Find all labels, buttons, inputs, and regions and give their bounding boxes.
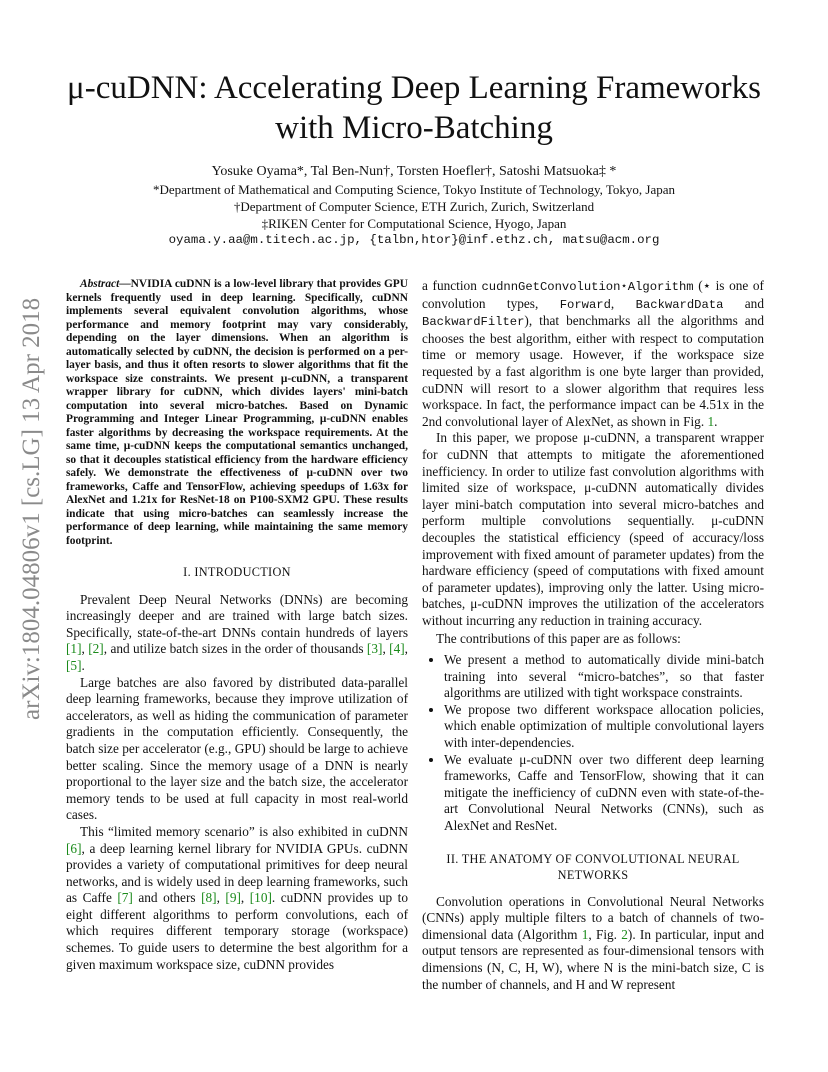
author-emails: oyama.y.aa@m.titech.ac.jp, {talbn,htor}@inf.ethz.ch, matsu@acm.org (168, 233, 660, 247)
text: , (610, 295, 636, 311)
list-item: • We propose two different workspace allocation policies, which enable optimization of multiple convolutional layers with inter-dependencies. (444, 702, 764, 752)
abstract-label: Abstract (80, 278, 120, 290)
abstract-text: —NVIDIA cuDNN is a low-level library that provides GPU kernels frequently used in deep learning. Specifically, cuDNN implements several equivalent convolution algorithms, whose performance and memory footprint may vary considerably, depending on the layer dimensions. When an algorithm is automatically selected by cuDNN, the decision is performed on a per-layer basis, and thus it often resorts to slower algorithms that fit the workspace size constraints. We present μ-cuDNN, a transparent wrapper library for cuDNN, which divides layers' mini-batch computation into several micro-batches. Based on Dynamic Programming and Integer Linear Programming, μ-cuDNN enables faster algorithms by decreasing the workspace requirements. At the same time, μ-cuDNN keeps the computational semantics unchanged, so that it decouples statistical efficiency from the hardware efficiency safely. We demonstrate the effectiveness of μ-cuDNN over two frameworks, Caffe and TensorFlow, achieving speedups of 1.63x for AlexNet and 1.21x for ResNet-18 on P100-SXM2 GPU. These results indicate that using micro-batches can seamlessly increase the performance of deep learning, while maintaining the same memory footprint. (66, 278, 408, 547)
citation-link[interactable]: [7] (117, 890, 133, 906)
section-2-heading-line-2: NETWORKS (557, 867, 629, 882)
title-line-1: μ-cuDNN: Accelerating Deep Learning Frameworks (67, 70, 761, 106)
right-paragraph-2: In this paper, we propose μ-cuDNN, a transparent wrapper for cuDNN that attempts to mitigate the aforementioned inefficiency. In order to utilize fast convolution algorithms with limited size of workspace, μ-cuDNN automatically divides layer mini-batch computation into several micro-batches and perform multiple convolutions sequentially. μ-cuDNN decouples the statistical efficiency (speed of accuracy/loss improvement with fixed amount of parameter updates) from the hardware efficiency (speed of computations with fixed amount of parameter updates), improving only the latter. Using micro-batches, μ-cuDNN improves the utilization of the accelerators without incurring any reduction in training accuracy. (422, 430, 764, 628)
list-item: • We present a method to automatically divide mini-batch training into several “micro-batches”, so that faster algorithms are utilized with tight workspace constraints. (444, 652, 764, 702)
right-column (422, 278, 764, 993)
title-line-2: with Micro-Batching (275, 110, 553, 146)
text: Prevalent Deep Neural Networks (DNNs) are becoming increasingly deeper and are trained with large batch sizes. Specifically, state-of-the-art DNNs contain hundreds of layers (66, 591, 408, 640)
code-function-name: cudnnGetConvolution⋆Algorithm (481, 280, 694, 294)
affiliation-1: *Department of Mathematical and Computing Science, Tokyo Institute of Technology, Tokyo, Japan (152, 182, 676, 197)
figure-link[interactable]: 1 (707, 413, 715, 429)
text: ), that benchmarks all the algorithms and chooses the best algorithm, either with respect to computation time or memory usage. However, if the workspace size requested by a fast algorithm is one byte larger than provided, cuDNN will resort to a slower algorithm that requires less workspace. In fact, the performance impact can be 4.51x in the 2nd convolutional layer of AlexNet, as shown in Fig. (422, 313, 764, 429)
paper-title (40, 68, 788, 148)
citation-link[interactable]: [5] (66, 657, 82, 673)
intro-paragraph-1 (66, 592, 408, 675)
text: , Fig. (588, 926, 622, 942)
text: , (240, 890, 250, 906)
author-list: Yosuke Oyama*, Tal Ben-Nun†, Torsten Hoefler†, Satoshi Matsuoka‡ * (211, 164, 617, 179)
section-1-heading: I. INTRODUCTION (183, 565, 291, 579)
text: . (81, 657, 85, 673)
text: , (216, 890, 226, 906)
intro-paragraph-3 (66, 824, 408, 973)
code-backward-data: BackwardData (635, 297, 724, 312)
section-2-paragraph-1 (422, 894, 764, 994)
text: . cuDNN provides up to eight different algorithms to perform convolutions, each of which requires different temporary storage (workspace) schemes. To guide users to determine the best algorithm for a given maximum workspace size, cuDNN provides (66, 890, 408, 972)
abstract (66, 278, 408, 548)
citation-link[interactable]: [4] (389, 641, 405, 657)
text: , a deep learning kernel library for NVIDIA GPUs. cuDNN provides a variety of computational primitives for deep neural networks, and is widely used in deep learning frameworks, such as Caffe (66, 840, 408, 906)
text: a function (422, 278, 482, 293)
affiliation-2: †Department of Computer Science, ETH Zurich, Zurich, Switzerland (233, 199, 595, 214)
text: . (714, 413, 718, 429)
list-item: • We evaluate μ-cuDNN over two different deep learning frameworks, Caffe and TensorFlow, showing that it can mitigate the inefficiency of cuDNN even with state-of-the-art Convolutional Neural Networks (CNNs), such as AlexNet and ResNet. (444, 752, 764, 835)
left-column (66, 278, 408, 973)
affiliation-3: ‡RIKEN Center for Computational Science, Hyogo, Japan (261, 216, 567, 231)
contributions-list (422, 652, 764, 835)
text: , (404, 641, 408, 657)
contributions-intro: The contributions of this paper are as follows: (436, 631, 681, 647)
text: , (81, 641, 89, 657)
section-2-heading-line-1: II. THE ANATOMY OF CONVOLUTIONAL NEURAL (446, 851, 740, 866)
citation-link[interactable]: [2] (88, 641, 104, 657)
text: ). In particular, input and output tensors are represented as four-dimensional tensors with dimensions (N, C, H, W), where N is the mini-batch size, C is the number of channels, and H and W represent (422, 926, 764, 992)
text: , and utilize batch sizes in the order of thousands (103, 641, 367, 657)
text: and (723, 295, 764, 311)
arxiv-identifier: arXiv:1804.04806v1 [cs.LG] 13 Apr 2018 (18, 297, 45, 720)
section-2-heading (422, 851, 764, 883)
text: , (382, 641, 390, 657)
algorithm-link[interactable]: 1 (581, 926, 589, 942)
citation-link[interactable]: [6] (66, 840, 82, 856)
text: and others (132, 890, 202, 906)
text: (⋆ is one of convolution types, (422, 278, 764, 311)
citation-link[interactable]: [10] (249, 890, 272, 906)
citation-link[interactable]: [8] (201, 890, 217, 906)
intro-paragraph-2: Large batches are also favored by distributed data-parallel deep learning frameworks, because they improve utilization of accelerators, as well as hiding the communication of parameter gradients in the computation efficiently. Consequently, the batch size per accelerator (e.g., GPU) should be large to achieve better scaling. Since the memory usage of a DNN is nearly proportional to the layer size and the batch size, the accelerator memory tends to be used at full capacity in most real-world cases. (66, 674, 408, 823)
citation-link[interactable]: [9] (225, 890, 241, 906)
code-backward-filter: BackwardFilter (422, 315, 525, 330)
code-forward: Forward (559, 297, 611, 312)
text: This “limited memory scenario” is also exhibited in cuDNN (80, 823, 408, 839)
figure-link[interactable]: 2 (621, 926, 628, 942)
text: Convolution operations in Convolutional Neural Networks (CNNs) apply multiple filters to a batch of channels of two-dimensional data (Algorithm (422, 893, 764, 942)
right-paragraph-1 (422, 278, 764, 430)
citation-link[interactable]: [1] (66, 641, 82, 657)
citation-link[interactable]: [3] (366, 641, 383, 657)
